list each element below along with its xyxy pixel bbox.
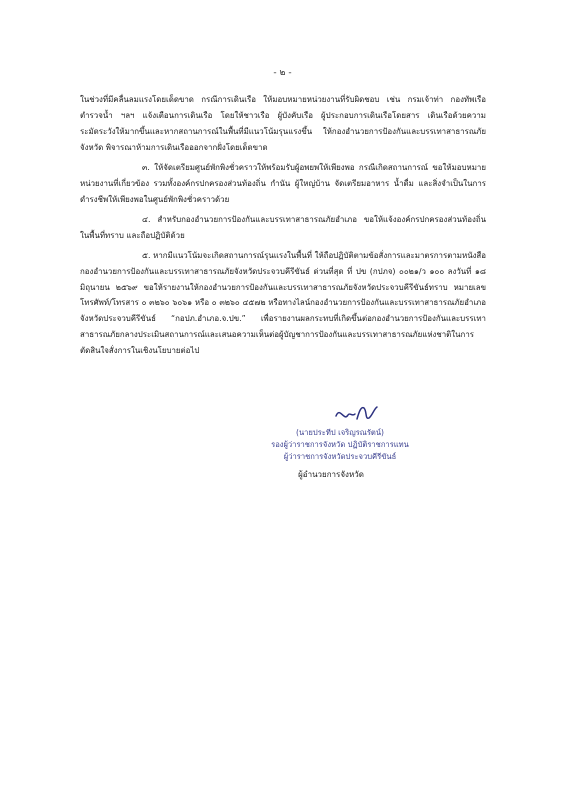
document-body xyxy=(80,92,486,363)
signatory-title-line1: รองผู้ว่าราชการจังหวัด ปฏิบัติราชการแทน xyxy=(271,440,409,449)
signatory-name: (นายประทีป เจริญรณรัตน์) xyxy=(296,428,384,437)
page-number: - ๒ - xyxy=(273,68,292,78)
paragraph-item-4: ๔. สำหรับกองอำนวยการป้องกันและบรรเทาสาธารณภัยอำเภอ ขอให้แจ้งองค์กรปกครองส่วนท้องถิ่นในพื้นที่ทราบ และถือปฏิบัติด้วย xyxy=(80,214,486,240)
paragraph-item-3: ๓. ให้จัดเตรียมศูนย์พักพิงชั่วคราวให้พร้อมรับผู้อพยพให้เพียงพอ กรณีเกิดสถานการณ์ ขอให้มอบหมายหน่วยงานที่เกี่ยวข้อง รวมทั้งองค์กรปกครองส่วนท้องถิ่น กำนัน ผู้ใหญ่บ้าน จัดเตรียมอาหาร น้ำดื่ม และสิ่งจำเป็นในการดำรงชีพให้เพียงพอในศูนย์พักพิงชั่วคราวด้วย xyxy=(80,162,486,204)
paragraph-item-5: ๕. หากมีแนวโน้มจะเกิดสถานการณ์รุนแรงในพื้นที่ ให้ถือปฏิบัติตามข้อสั่งการและมาตรการตามหนังสือกองอำนวยการป้องกันและบรรเทาสาธารณภัยจังหวัดประจวบคีรีขันธ์ ด่วนที่สุด ที่ ปข (กปภจ) ๐๐๒๑/ว ๑๐๐ ลงวันที่ ๑๘ มิถุนายน ๒๕๖๙ ขอให้รายงานให้กองอำนวยการป้องกันและบรรเทาสาธารณภัยจังหวัดประจวบคีรีขันธ์ทราบ หมายเลขโทรศัพท์/โทรสาร ๐ ๓๒๖๐ ๖๐๖๑ หรือ ๐ ๓๒๖๐ ๔๕๗๒ หรือทางไลน์กองอำนวยการป้องกันและบรรเทาสาธารณภัยอำเภอ จังหวัดประจวบคีรีขันธ์ “กอปภ.อำเภอ.จ.ปข.” เพื่อรายงานผลกระทบที่เกิดขึ้นต่อกองอำนวยการป้องกันและบรรเทาสาธารณภัยกลางประเมินสถานการณ์และเสนอความเห็นต่อผู้บัญชาการป้องกันและบรรเทาสาธารณภัยแห่งชาติในการตัดสินใจสั่งการในเชิงนโยบายต่อไป xyxy=(80,250,486,356)
handwritten-signature xyxy=(330,402,385,424)
closing-title: ผู้อำนวยการจังหวัด xyxy=(298,470,364,479)
paragraph-continuation: ในช่วงที่มีคลื่นลมแรงโดยเด็ดขาด กรณีการเดินเรือ ให้มอบหมายหน่วยงานที่รับผิดชอบ เช่น กรมเจ้าท่า กองทัพเรือ ตำรวจน้ำ ฯลฯ แจ้งเตือนการเดินเรือ โดยให้ชาวเรือ ผู้บังคับเรือ ผู้ประกอบการเดินเรือโดยสาร เดินเรือด้วยความระมัดระวังให้มากขึ้นและหากสถานการณ์ในพื้นที่มีแนวโน้มรุนแรงขึ้น ให้กองอำนวยการป้องกันและบรรเทาสาธารณภัยจังหวัด พิจารณาห้ามการเดินเรือออกจากฝั่งโดยเด็ดขาด xyxy=(80,95,486,152)
signatory-title-line2: ผู้ว่าราชการจังหวัดประจวบคีรีขันธ์ xyxy=(283,452,397,461)
